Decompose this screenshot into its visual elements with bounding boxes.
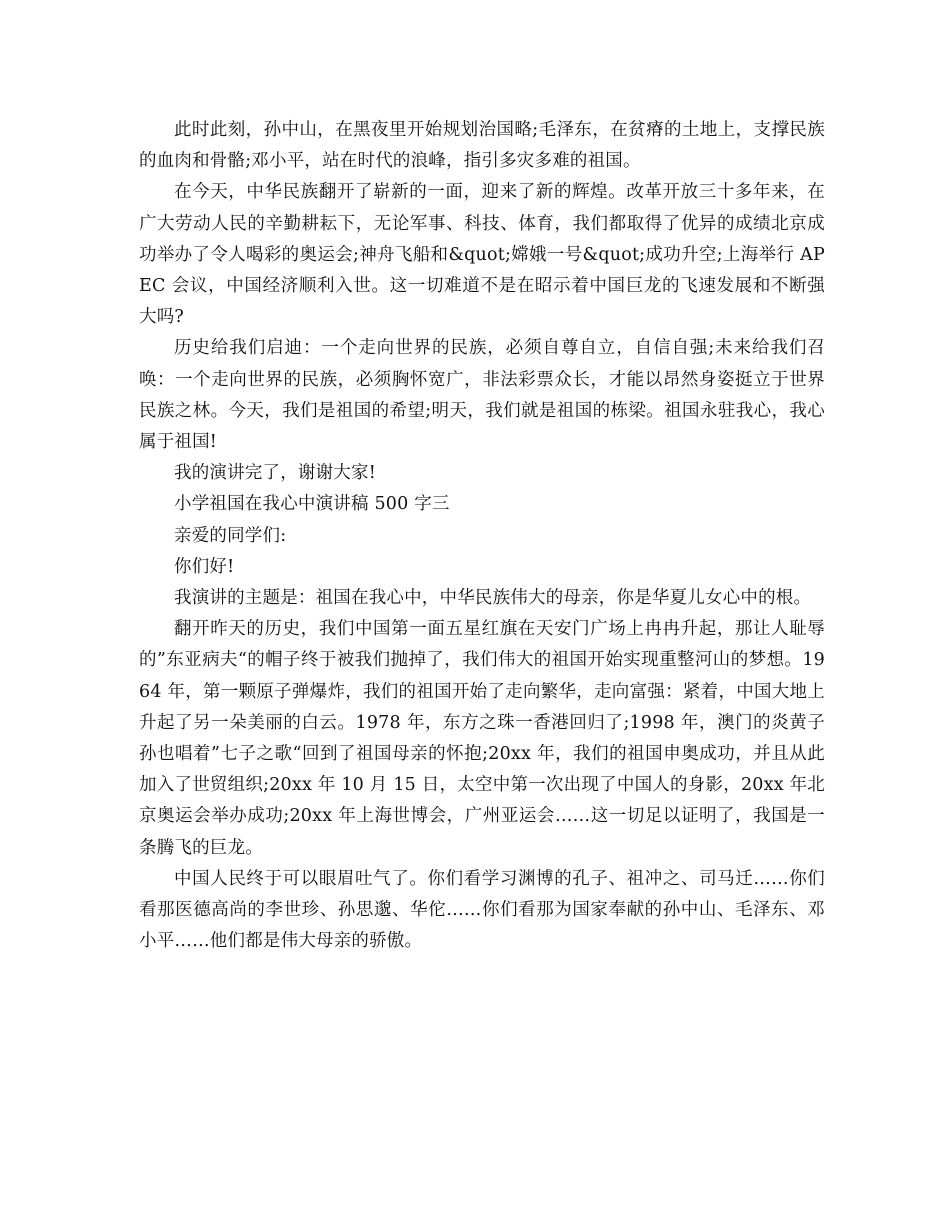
document-body xyxy=(139,115,825,957)
paragraph-closing: 我的演讲完了，谢谢大家! xyxy=(174,463,376,484)
section-title: 小学祖国在我心中演讲稿 500 字三 xyxy=(174,494,450,515)
paragraph-leaders: 此时此刻，孙中山，在黑夜里开始规划治国略;毛泽东，在贫瘠的土地上，支撑民族的血肉和骨骼;邓小平，站在时代的浪峰，指引多灾多难的祖国。 xyxy=(139,120,825,172)
paragraph-greeting: 你们好! xyxy=(174,556,235,577)
paragraph-pride: 中国人民终于可以眼眉吐气了。你们看学习渊博的孔子、祖冲之、司马迁……你们看那医德高尚的李世珍、孙思邈、华佗……你们看那为国家奉献的孙中山、毛泽东、邓小平……他们都是伟大母亲的骄傲。 xyxy=(139,868,825,952)
paragraph-today: 在今天，中华民族翻开了崭新的一面，迎来了新的辉煌。改革开放三十多年来，在广大劳动人民的辛勤耕耘下，无论军事、科技、体育，我们都取得了优异的成绩北京成功举办了令人喝彩的奥运会;神舟飞船和&quot;嫦娥一号&quot;成功升空;上海举行 APEC 会议，中国经济顺利入世。这一切难道不是在昭示着中国巨龙的飞速发展和不断强大吗? xyxy=(139,182,825,328)
paragraph-history-lesson: 历史给我们启迪：一个走向世界的民族，必须自尊自立，自信自强;未来给我们召唤：一个走向世界的民族，必须胸怀宽广，非法彩票众长，才能以昂然身姿挺立于世界民族之林。今天，我们是祖国的希望;明天，我们就是祖国的栋梁。祖国永驻我心，我心属于祖国! xyxy=(139,338,825,453)
paragraph-theme: 我演讲的主题是：祖国在我心中，中华民族伟大的母亲，你是华夏儿女心中的根。 xyxy=(174,588,812,609)
paragraph-history: 翻开昨天的历史，我们中国第一面五星红旗在天安门广场上冉冉升起，那让人耻辱的”东亚病夫“的帽子终于被我们抛掉了，我们伟大的祖国开始实现重整河山的梦想。1964 年，第一颗原子弹爆炸，我们的祖国开始了走向繁华，走向富强：紧着，中国大地上升起了另一朵美丽的白云。1978 年，东方之珠一香港回归了;1998 年，澳门的炎黄子孙也唱着”七子之歌“回到了祖国母亲的怀抱;20xx 年，我们的祖国申奥成功，并且从此加入了世贸组织;20xx 年 10 月 15 日，太空中第一次出现了中国人的身影，20xx 年北京奥运会举办成功;20xx 年上海世博会，广州亚运会……这一切足以证明了，我国是一条腾飞的巨龙。 xyxy=(139,619,825,858)
paragraph-salutation: 亲爱的同学们: xyxy=(174,525,287,546)
